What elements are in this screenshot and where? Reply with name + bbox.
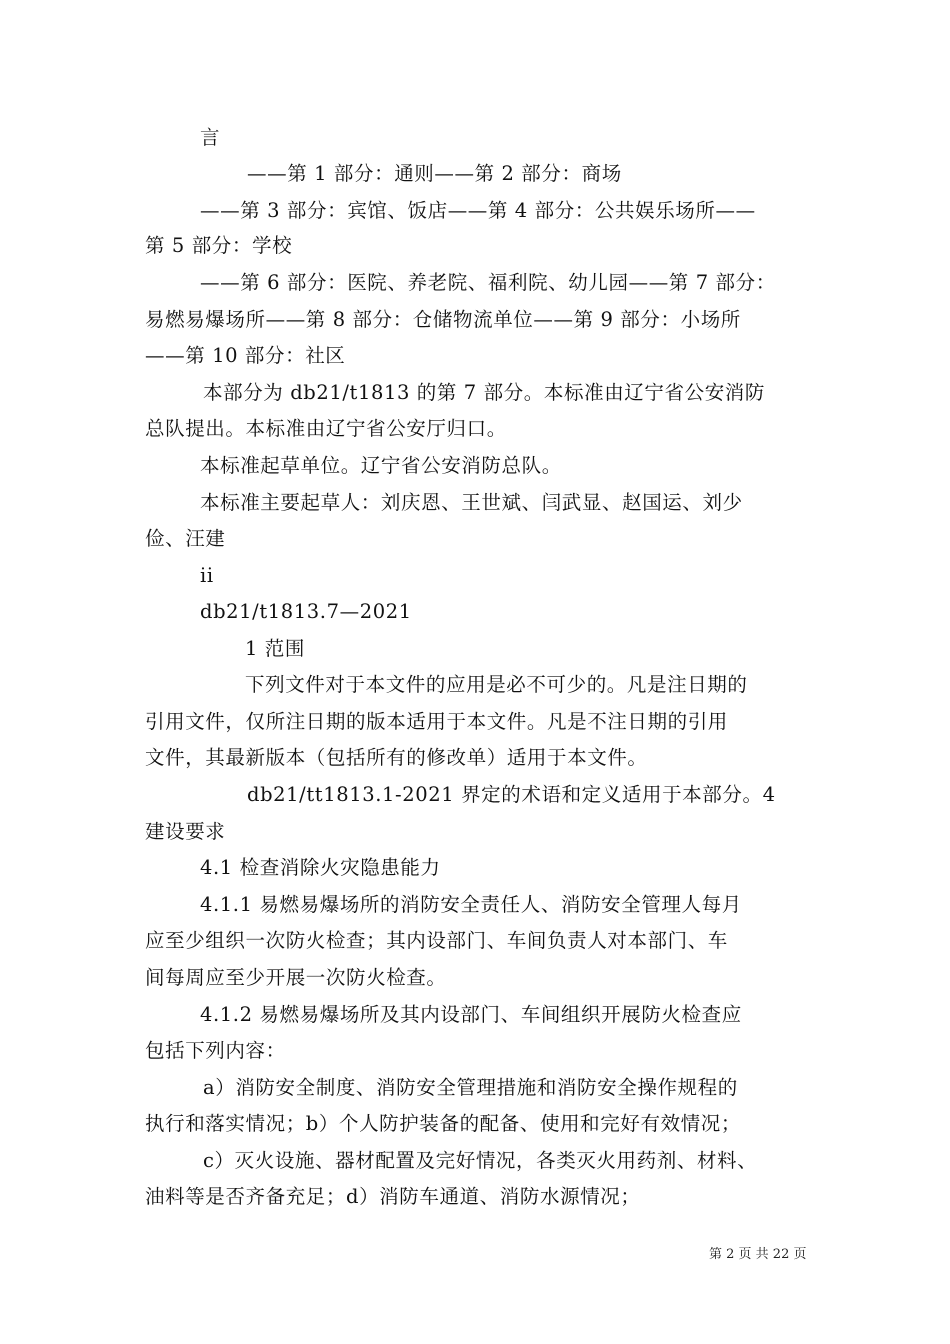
text-line-5: ——第 6 部分：医院、养老院、福利院、幼儿园——第 7 部分：: [200, 271, 776, 294]
text-line-26: 包括下列内容：: [145, 1039, 286, 1062]
text-line-12: 俭、汪建: [145, 527, 226, 550]
text-line-24: 间每周应至少开展一次防火检查。: [145, 966, 447, 989]
text-line-11: 本标准主要起草人：刘庆恩、王世斌、闫武显、赵国运、刘少: [200, 491, 743, 514]
text-line-19: db21/tt1813.1-2021 界定的术语和定义适用于本部分。4: [247, 783, 776, 806]
section-heading-4-1: 4.1 检查消除火灾隐患能力: [200, 856, 441, 879]
text-line-9: 总队提出。本标准由辽宁省公安厅归口。: [145, 417, 507, 440]
text-line-14: db21/t1813.7—2021: [200, 600, 412, 623]
text-line-16: 下列文件对于本文件的应用是必不可少的。凡是注日期的: [245, 673, 748, 696]
text-line-28: 执行和落实情况；b）个人防护装备的配备、使用和完好有效情况；: [145, 1112, 741, 1135]
text-line-20: 建设要求: [145, 820, 226, 843]
text-line-18: 文件，其最新版本（包括所有的修改单）适用于本文件。: [145, 746, 648, 769]
text-line-22: 4.1.1 易燃易爆场所的消防安全责任人、消防安全管理人每月: [200, 893, 742, 916]
text-line-17: 引用文件，仅所注日期的版本适用于本文件。凡是不注日期的引用: [145, 710, 728, 733]
text-line-27: a）消防安全制度、消防安全管理措施和消防安全操作规程的: [203, 1076, 738, 1099]
text-line-30: 油料等是否齐备充足；d）消防车通道、消防水源情况；: [145, 1185, 641, 1208]
page-number-footer: 第 2 页 共 22 页: [709, 1247, 807, 1262]
text-line-4: 第 5 部分：学校: [145, 234, 293, 257]
text-line-7: ——第 10 部分：社区: [145, 344, 346, 367]
text-line-13: ii: [200, 564, 214, 587]
section-heading-scope: 1 范围: [245, 637, 306, 660]
text-line-8: 本部分为 db21/t1813 的第 7 部分。本标准由辽宁省公安消防: [203, 381, 766, 404]
text-line-25: 4.1.2 易燃易爆场所及其内设部门、车间组织开展防火检查应: [200, 1003, 742, 1026]
text-line-6: 易燃易爆场所——第 8 部分：仓储物流单位——第 9 部分：小场所: [145, 308, 741, 331]
text-line-3: ——第 3 部分：宾馆、饭店——第 4 部分：公共娱乐场所——: [200, 199, 756, 222]
text-line-1: 言: [200, 126, 221, 149]
text-line-29: c）灭火设施、器材配置及完好情况，各类灭火用药剂、材料、: [203, 1149, 758, 1172]
text-line-23: 应至少组织一次防火检查；其内设部门、车间负责人对本部门、车: [145, 929, 728, 952]
text-line-10: 本标准起草单位。辽宁省公安消防总队。: [200, 454, 562, 477]
text-line-2: ——第 1 部分：通则——第 2 部分：商场: [247, 162, 622, 185]
